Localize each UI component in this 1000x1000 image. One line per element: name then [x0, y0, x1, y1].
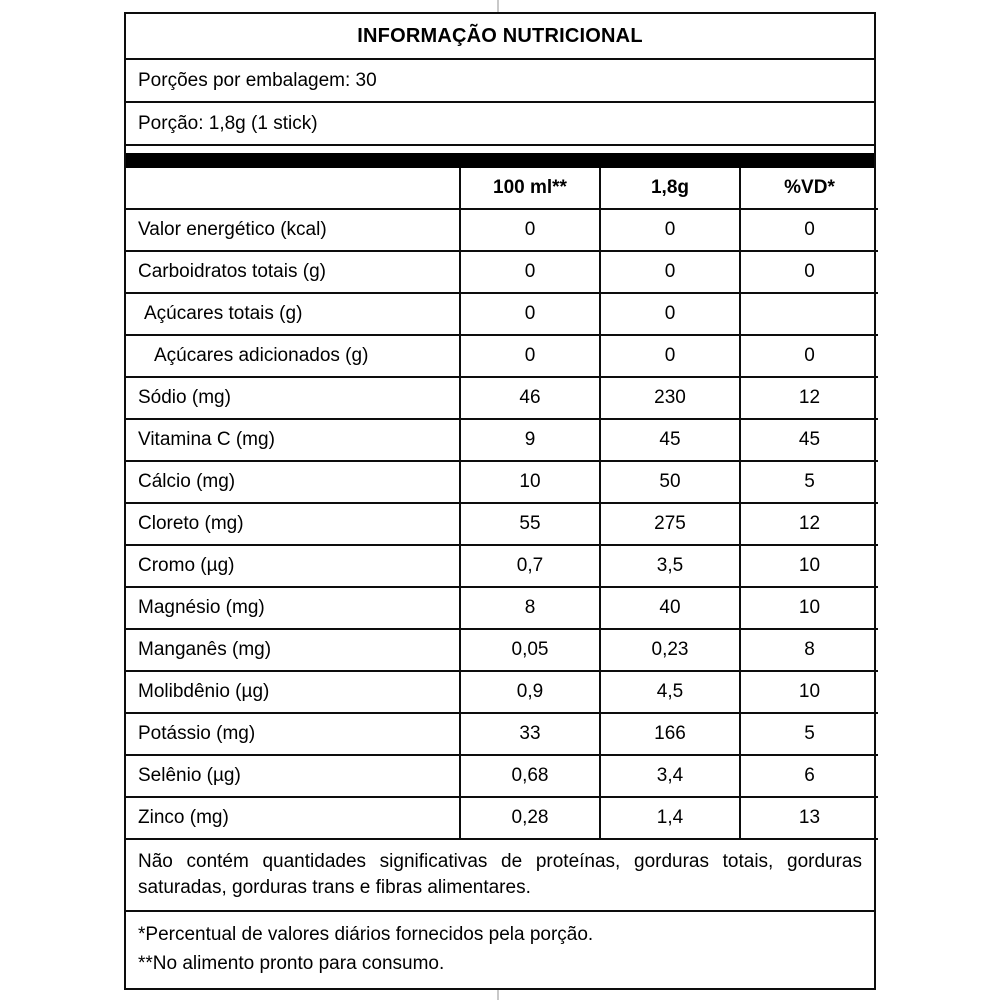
- nutrient-value-v100: 0,68: [460, 755, 600, 797]
- col-header-vd: %VD*: [740, 168, 878, 209]
- nutrient-value-v18: 0: [600, 251, 740, 293]
- nutrient-value-vd: 45: [740, 419, 878, 461]
- table-header-row: [126, 168, 878, 209]
- nutrient-name: Sódio (mg): [126, 377, 460, 419]
- nutrient-value-v18: 0: [600, 209, 740, 251]
- divider-gap: [126, 146, 874, 153]
- nutrient-name: Açúcares totais (g): [126, 293, 460, 335]
- nutrient-value-vd: 0: [740, 335, 878, 377]
- table-row: [126, 419, 878, 461]
- table-row: [126, 545, 878, 587]
- divider-bar: [126, 153, 874, 168]
- nutrient-value-vd: 10: [740, 587, 878, 629]
- nutrient-value-v18: 0,23: [600, 629, 740, 671]
- nutrient-value-vd: 6: [740, 755, 878, 797]
- nutrient-name: Manganês (mg): [126, 629, 460, 671]
- label-title: INFORMAÇÃO NUTRICIONAL: [126, 14, 874, 60]
- table-row: [126, 713, 878, 755]
- nutrient-value-vd: 10: [740, 671, 878, 713]
- nutrient-name: Cálcio (mg): [126, 461, 460, 503]
- table-row: [126, 629, 878, 671]
- table-row: [126, 209, 878, 251]
- footnote-ready-to-consume: **No alimento pronto para consumo.: [138, 952, 445, 974]
- nutrient-value-v18: 3,5: [600, 545, 740, 587]
- nutrient-value-v100: 0,9: [460, 671, 600, 713]
- nutrient-value-v100: 0,7: [460, 545, 600, 587]
- nutrient-value-vd: 8: [740, 629, 878, 671]
- nutrient-value-v100: 33: [460, 713, 600, 755]
- col-header-nutrient: [126, 168, 460, 209]
- nutrient-value-v100: 8: [460, 587, 600, 629]
- nutrient-value-v100: 0: [460, 251, 600, 293]
- nutrient-value-v100: 0,05: [460, 629, 600, 671]
- no-significant-amounts-note: Não contém quantidades significativas de proteínas, gorduras totais, gorduras saturadas, gorduras trans e fibras alimentares.: [138, 851, 862, 898]
- nutrient-value-v18: 3,4: [600, 755, 740, 797]
- col-header-100ml: 100 ml**: [460, 168, 600, 209]
- nutrient-value-vd: 0: [740, 251, 878, 293]
- table-row: [126, 293, 878, 335]
- nutrient-name: Cromo (µg): [126, 545, 460, 587]
- servings-per-package: Porções por embalagem: 30: [126, 60, 874, 103]
- nutrient-value-v100: 46: [460, 377, 600, 419]
- nutrient-name: Potássio (mg): [126, 713, 460, 755]
- nutrient-value-vd: 12: [740, 377, 878, 419]
- nutrient-value-v100: 0,28: [460, 797, 600, 839]
- table-row: [126, 503, 878, 545]
- portion-size: Porção: 1,8g (1 stick): [126, 103, 874, 146]
- nutrient-value-vd: 13: [740, 797, 878, 839]
- nutrient-value-v100: 55: [460, 503, 600, 545]
- nutrient-name: Selênio (µg): [126, 755, 460, 797]
- nutrient-value-vd: 5: [740, 461, 878, 503]
- nutrient-value-v18: 40: [600, 587, 740, 629]
- col-header-portion: 1,8g: [600, 168, 740, 209]
- nutrient-name: Molibdênio (µg): [126, 671, 460, 713]
- table-row: [126, 335, 878, 377]
- nutrient-value-v18: 1,4: [600, 797, 740, 839]
- nutrient-value-v18: 0: [600, 335, 740, 377]
- nutrient-value-v18: 50: [600, 461, 740, 503]
- crop-mark-top: [497, 0, 499, 12]
- nutrient-name: Zinco (mg): [126, 797, 460, 839]
- table-row: [126, 587, 878, 629]
- nutrient-value-v100: 0: [460, 293, 600, 335]
- nutrient-value-v18: 4,5: [600, 671, 740, 713]
- nutrient-value-v18: 0: [600, 293, 740, 335]
- table-row: [126, 755, 878, 797]
- nutrient-value-vd: [740, 293, 878, 335]
- table-row: [126, 797, 878, 839]
- table-row: [126, 377, 878, 419]
- nutrition-table: [126, 168, 878, 840]
- nutrient-value-vd: 10: [740, 545, 878, 587]
- nutrient-value-v100: 0: [460, 209, 600, 251]
- footnote-daily-values: *Percentual de valores diários fornecidos pela porção.: [138, 924, 594, 946]
- nutrient-name: Cloreto (mg): [126, 503, 460, 545]
- nutrient-value-vd: 0: [740, 209, 878, 251]
- nutrient-value-v18: 275: [600, 503, 740, 545]
- nutrition-table-body: [126, 209, 878, 839]
- nutrient-value-v100: 10: [460, 461, 600, 503]
- nutrient-value-v18: 45: [600, 419, 740, 461]
- table-row: [126, 461, 878, 503]
- nutrient-value-v100: 9: [460, 419, 600, 461]
- nutrient-name: Magnésio (mg): [126, 587, 460, 629]
- table-row: [126, 671, 878, 713]
- nutrient-name: Valor energético (kcal): [126, 209, 460, 251]
- nutrient-value-vd: 5: [740, 713, 878, 755]
- nutrient-name: Açúcares adicionados (g): [126, 335, 460, 377]
- table-row: [126, 251, 878, 293]
- nutrient-name: Vitamina C (mg): [126, 419, 460, 461]
- nutrient-name: Carboidratos totais (g): [126, 251, 460, 293]
- nutrient-value-v18: 230: [600, 377, 740, 419]
- nutrient-value-vd: 12: [740, 503, 878, 545]
- nutrient-value-v18: 166: [600, 713, 740, 755]
- nutrition-label: [124, 12, 876, 990]
- nutrient-value-v100: 0: [460, 335, 600, 377]
- footnotes: [126, 910, 874, 988]
